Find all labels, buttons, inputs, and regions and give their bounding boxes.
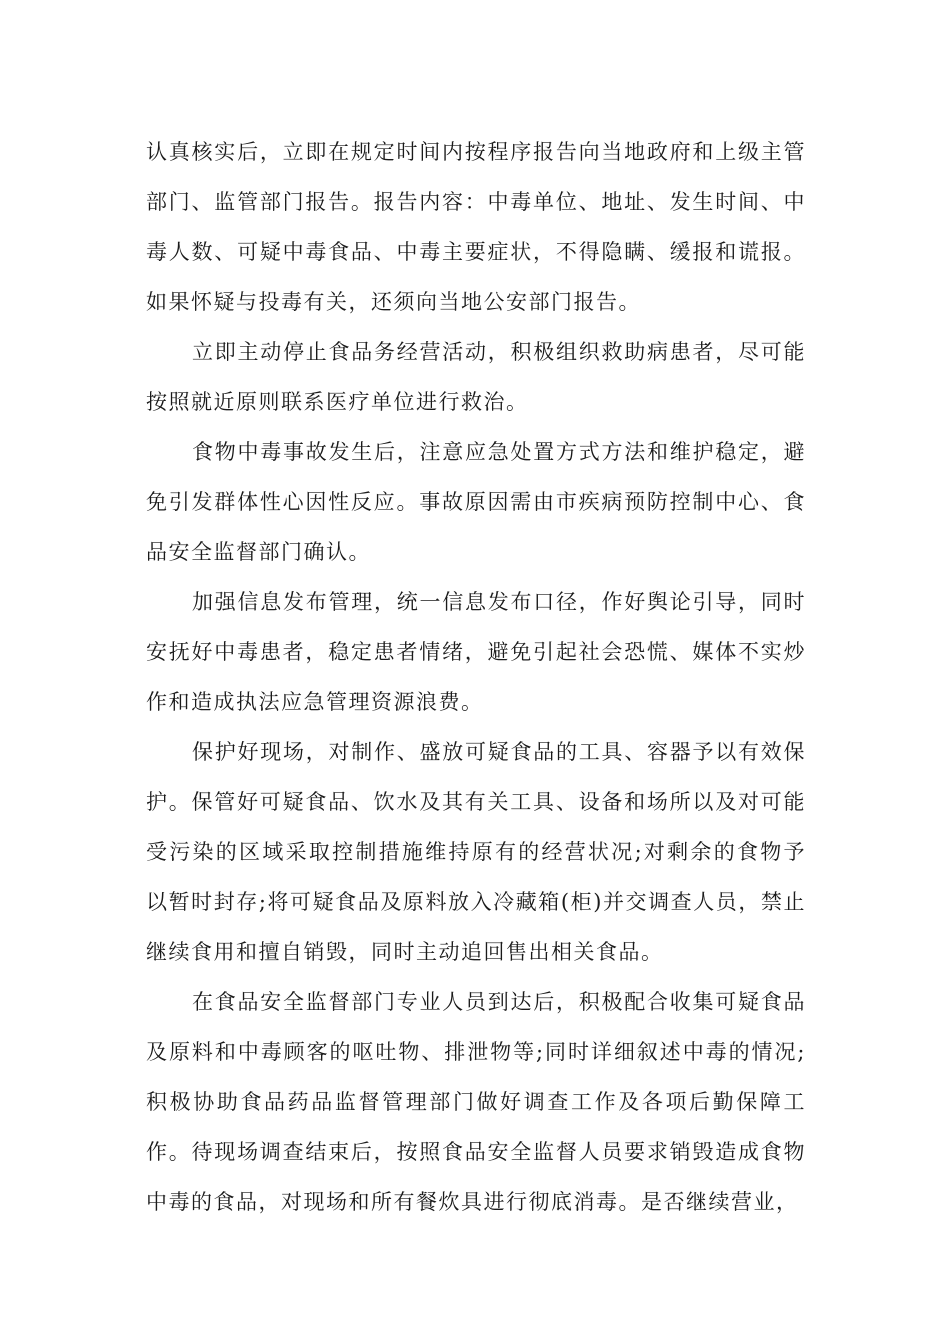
paragraph-cooperate-investigation: 在食品安全监督部门专业人员到达后，积极配合收集可疑食品及原料和中毒顾客的呕吐物、排泄物等;同时详细叙述中毒的情况;积极协助食品药品监督管理部门做好调查工作及各项后勤保障工作。待现场调查结束后，按照食品安全监督人员要求销毁造成食物中毒的食品，对现场和所有餐炊具进行彻底消毒。是否继续营业， — [146, 990, 806, 1214]
document-body — [146, 127, 806, 1227]
paragraph-protect-scene: 保护好现场，对制作、盛放可疑食品的工具、容器予以有效保护。保管好可疑食品、饮水及其有关工具、设备和场所以及对可能受污染的区域采取控制措施维持原有的经营状况;对剩余的食物予以暂时封存;将可疑食品及原料放入冷藏箱(柜)并交调查人员，禁止继续食用和擅自销毁，同时主动追回售出相关食品。 — [146, 740, 806, 964]
paragraph-stop-operations: 立即主动停止食品务经营活动，积极组织救助病患者，尽可能按照就近原则联系医疗单位进行救治。 — [146, 340, 806, 414]
paragraph-report-procedure: 认真核实后，立即在规定时间内按程序报告向当地政府和上级主管部门、监管部门报告。报告内容：中毒单位、地址、发生时间、中毒人数、可疑中毒食品、中毒主要症状，不得隐瞒、缓报和谎报。如果怀疑与投毒有关，还须向当地公安部门报告。 — [146, 140, 806, 314]
paragraph-emergency-handling: 食物中毒事故发生后，注意应急处置方式方法和维护稳定，避免引发群体性心因性反应。事故原因需由市疾病预防控制中心、食品安全监督部门确认。 — [146, 440, 806, 564]
paragraph-information-release: 加强信息发布管理，统一信息发布口径，作好舆论引导，同时安抚好中毒患者，稳定患者情绪，避免引起社会恐慌、媒体不实炒作和造成执法应急管理资源浪费。 — [146, 590, 806, 714]
